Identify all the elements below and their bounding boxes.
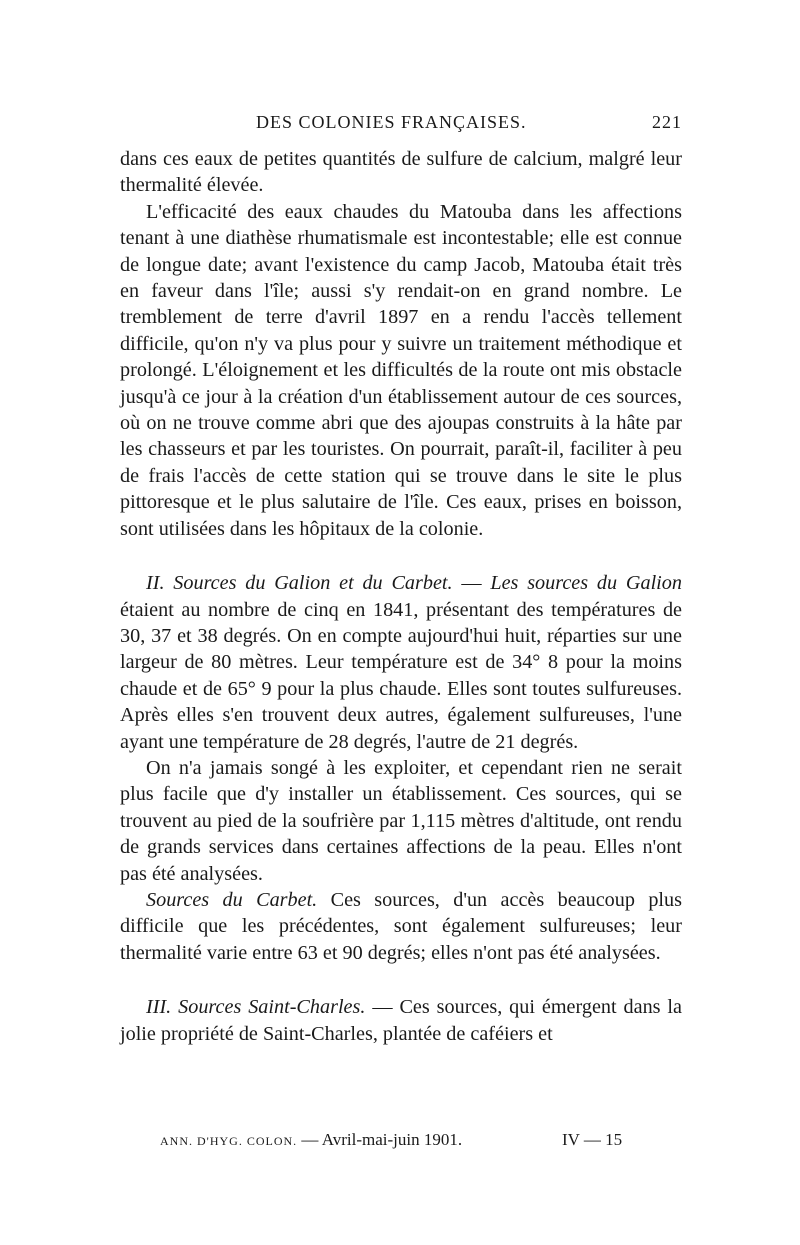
page-footer (120, 1130, 682, 1156)
signature-mark: IV — 15 (562, 1130, 623, 1149)
section-galion-carbet: II. Sources du Galion et du Carbet. — Les sources du Galion étaient au nombre de cinq en 1841, présentant des températures de 30, 37 et 38 degrés. On en compte aujourd'hui huit, réparties sur une largeur de 80 mètres. Leur température est de 34° 8 pour la moins chaude et de 65° 9 pour la plus chaude. Elles sont toutes sulfureuses. Après elles s'en trouvent deux autres, également sulfureuses, l'une ayant une température de 28 degrés, l'autre de 21 degrés. (120, 572, 682, 753)
subheading-carbet: Sources du Carbet. (146, 888, 318, 911)
saint-charles-text: Ces sources, qui émergent dans la jolie propriété de Saint-Charles, plantée de caféiers et (120, 996, 683, 1045)
galion-lead: Les sources du Galion (490, 572, 682, 595)
paragraph-carbet (120, 887, 682, 966)
journal-abbrev: ANN. D'HYG. COLON. (160, 1134, 298, 1148)
journal-issue: — Avril-mai-juin 1901. (297, 1130, 463, 1149)
section-heading-saint-charles: III. Sources Saint-Charles. (146, 996, 366, 1019)
paragraph-continuation: dans ces eaux de petites quantités de sulfure de calcium, malgré leur thermalité élevée. (120, 148, 682, 197)
journal-reference (160, 1130, 462, 1150)
section-heading-galion: II. Sources du Galion et du Carbet. (146, 572, 453, 595)
carbet-text: Ces sources, d'un accès beaucoup plus difficile que les précédentes, sont également sulfureuses; leur thermalité varie entre 63 et 90 degrés; elles n'ont pas été analysées. (120, 888, 682, 964)
running-header (120, 112, 682, 142)
body-text (120, 146, 682, 1047)
section-saint-charles: III. Sources Saint-Charles. — Ces sources, qui émergent dans la jolie propriété de Saint-Charles, plantée de caféiers et (120, 996, 683, 1045)
galion-text: étaient au nombre de cinq en 1841, présentant des températures de 30, 37 et 38 degrés. On en compte aujourd'hui huit, réparties sur une largeur de 80 mètres. Leur température est de 34° 8 pour la moins chaude et de 65° 9 pour la plus chaude. Elles sont toutes sulfureuses. Après elles s'en trouvent deux autres, également sulfureuses, l'une ayant une température de 28 degrés, l'autre de 21 degrés. (120, 598, 682, 753)
running-title: DES COLONIES FRANÇAISES. (256, 112, 527, 132)
paragraph-matouba: L'efficacité des eaux chaudes du Matouba dans les affections tenant à une diathèse rhumatismale est incontestable; elle est connue de longue date; avant l'existence du camp Jacob, Matouba était très en faveur dans l'île; aussi s'y rendait-on en grand nombre. Le tremblement de terre d'avril 1897 en a rendu l'accès tellement difficile, qu'on n'y va plus pour y suivre un traitement méthodique et prolongé. L'éloignement et les difficultés de la route ont mis obstacle jusqu'à ce jour à la création d'un établissement autour de ces sources, où on ne trouve comme abri que des ajoupas construits à la hâte par les chasseurs et par les touristes. On pourrait, paraît-il, faciliter à peu de frais l'accès de cette station qui se trouve dans le site le plus pittoresque et le plus salutaire de l'île. Ces eaux, prises en boisson, sont utilisées dans les hôpitaux de la colonie. (120, 200, 682, 540)
paragraph-exploitation: On n'a jamais songé à les exploiter, et cependant rien ne serait plus facile que d'y installer un établissement. Ces sources, qui se trouvent au pied de la soufrière par 1,115 mètres d'altitude, ont rendu de grands services dans certaines affections de la peau. Elles n'ont pas été analysées. (120, 756, 682, 885)
page-number: 221 (652, 112, 682, 132)
